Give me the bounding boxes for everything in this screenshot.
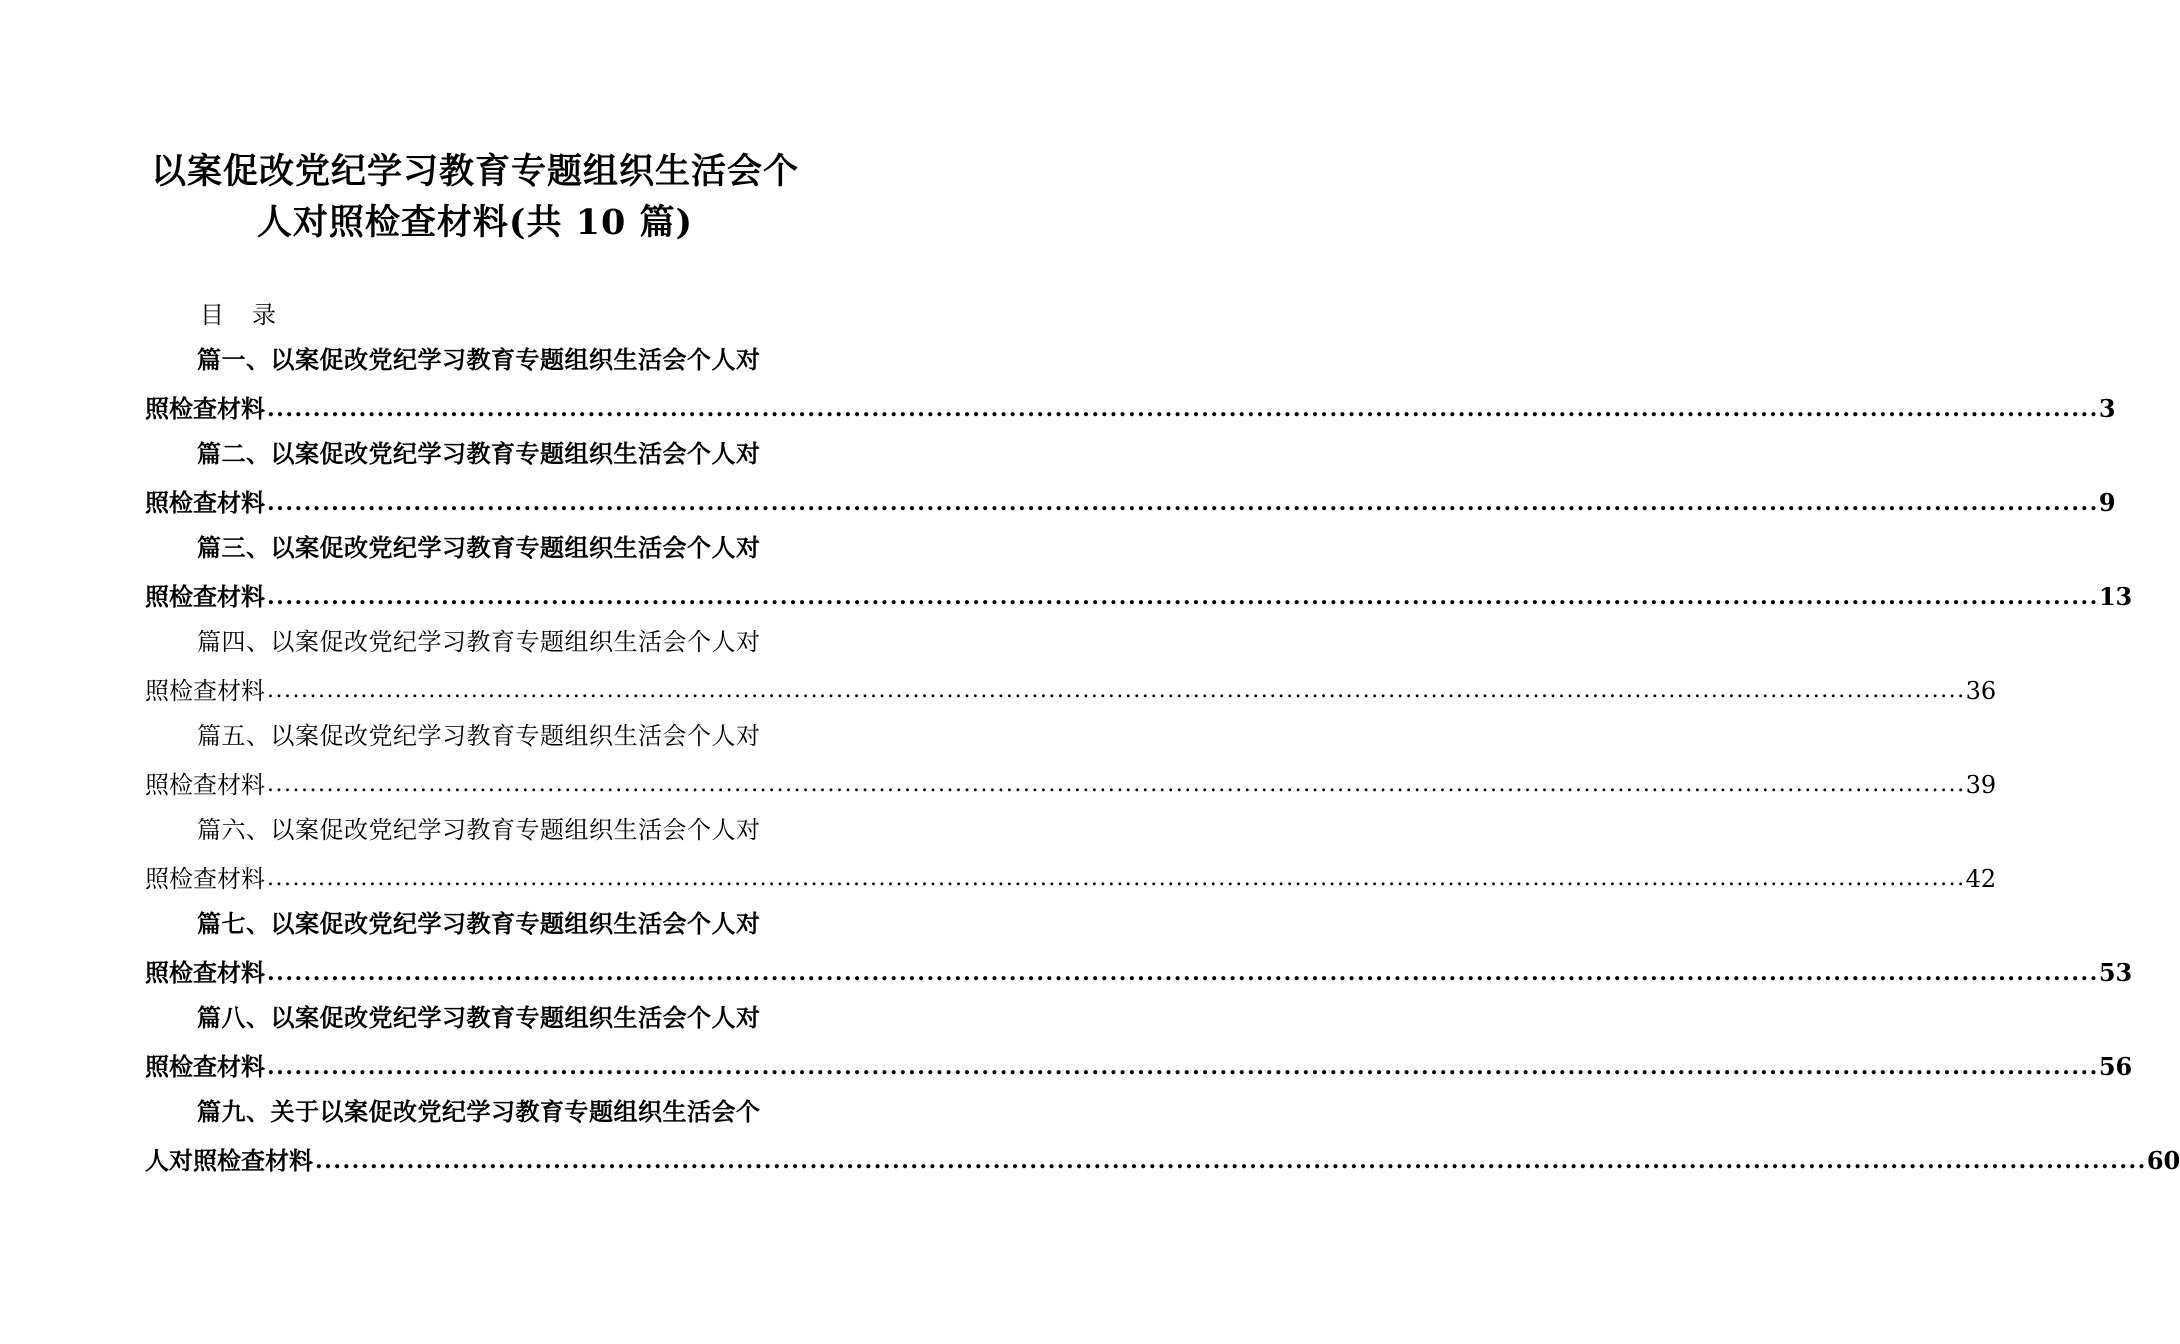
toc-entry-title: 篇五、以案促改党纪学习教育专题组织生活会个人对 bbox=[197, 722, 761, 750]
toc-dot-leader: ........................................................................................................................................................................................................ bbox=[267, 960, 2099, 986]
toc-page-number: 13 bbox=[2098, 582, 2133, 611]
toc-entry-title-continuation: 照检查材料 bbox=[145, 394, 265, 423]
toc-entry-title-continuation: 照检查材料 bbox=[145, 771, 265, 799]
document-title-line-2: 人对照检查材料(共 10 篇) bbox=[256, 202, 694, 243]
toc-page-number: 36 bbox=[1965, 677, 1997, 705]
toc-entry-title-continuation: 人对照检查材料 bbox=[145, 1146, 313, 1175]
toc-dot-leader: ........................................................................................................................................................................................................ bbox=[267, 866, 1966, 891]
toc-entry-title: 篇二、以案促改党纪学习教育专题组织生活会个人对 bbox=[197, 439, 761, 468]
toc-entry-title-continuation: 照检查材料 bbox=[145, 677, 265, 705]
toc-entry-title-continuation: 照检查材料 bbox=[145, 958, 265, 987]
toc-page-number: 53 bbox=[2098, 958, 2133, 987]
toc-dot-leader: ........................................................................................................................................................................................................ bbox=[267, 772, 1966, 797]
toc-dot-leader: ........................................................................................................................................................................................................ bbox=[267, 678, 1966, 703]
toc-dot-leader: ........................................................................................................................................................................................................ bbox=[267, 1054, 2099, 1080]
toc-page-number: 9 bbox=[2098, 488, 2116, 517]
toc-entry-title: 篇一、以案促改党纪学习教育专题组织生活会个人对 bbox=[197, 345, 761, 374]
toc-entry-title: 篇七、以案促改党纪学习教育专题组织生活会个人对 bbox=[197, 909, 761, 938]
toc-entry-title-continuation: 照检查材料 bbox=[145, 582, 265, 611]
toc-page-number: 56 bbox=[2098, 1052, 2133, 1081]
toc-page-number: 42 bbox=[1965, 865, 1997, 893]
toc-entry-title: 篇四、以案促改党纪学习教育专题组织生活会个人对 bbox=[197, 628, 761, 656]
toc-dot-leader: ........................................................................................................................................................................................................ bbox=[267, 584, 2099, 610]
toc-page-number: 3 bbox=[2098, 394, 2116, 423]
toc-entry-title: 篇三、以案促改党纪学习教育专题组织生活会个人对 bbox=[197, 533, 761, 562]
toc-dot-leader: ........................................................................................................................................................................................................ bbox=[315, 1148, 2147, 1174]
toc-entry-title: 篇六、以案促改党纪学习教育专题组织生活会个人对 bbox=[197, 816, 761, 844]
toc-entry-title-continuation: 照检查材料 bbox=[145, 865, 265, 893]
toc-page-number: 60 bbox=[2146, 1146, 2180, 1175]
toc-page-number: 39 bbox=[1965, 771, 1997, 799]
document-title-line-1: 以案促改党纪学习教育专题组织生活会个 bbox=[150, 151, 799, 192]
toc-entry-title-continuation: 照检查材料 bbox=[145, 488, 265, 517]
toc-dot-leader: ........................................................................................................................................................................................................ bbox=[267, 396, 2099, 422]
toc-entry-title: 篇九、关于以案促改党纪学习教育专题组织生活会个 bbox=[197, 1097, 761, 1126]
toc-dot-leader: ........................................................................................................................................................................................................ bbox=[267, 490, 2099, 516]
toc-heading: 目录 bbox=[200, 301, 304, 329]
toc-entry-title: 篇八、以案促改党纪学习教育专题组织生活会个人对 bbox=[197, 1003, 761, 1032]
toc-entry-title-continuation: 照检查材料 bbox=[145, 1052, 265, 1081]
